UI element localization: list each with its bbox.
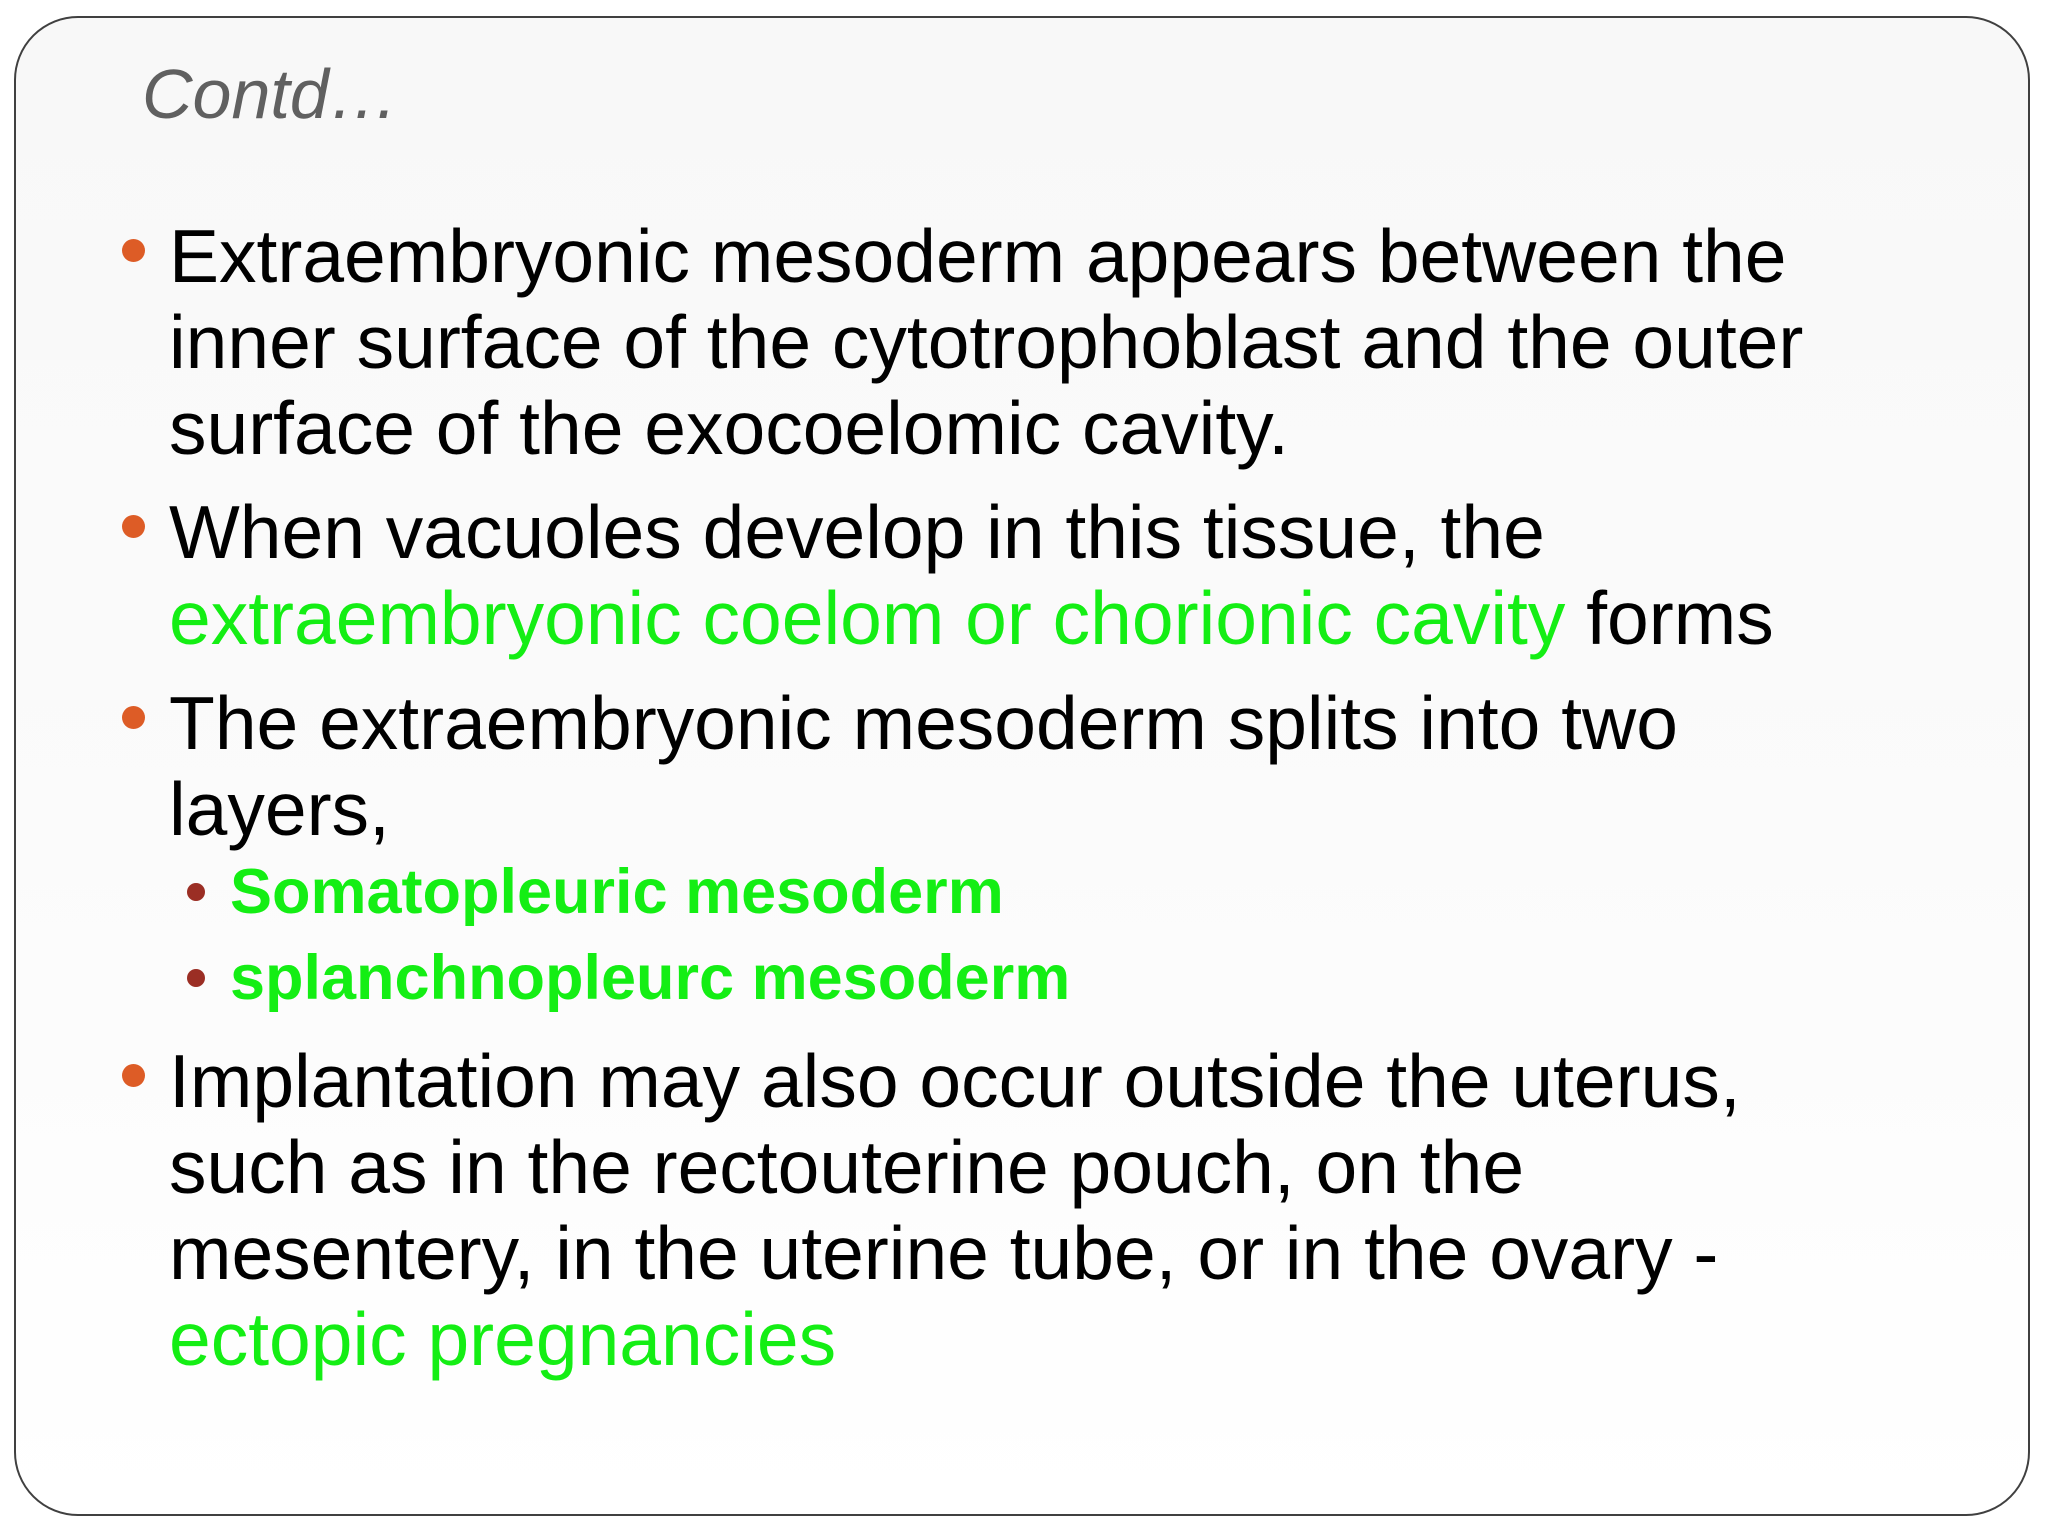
bullet-dot — [122, 706, 145, 729]
sub-bullet-dot — [187, 969, 205, 987]
bullet-2-text-after: forms — [1565, 576, 1774, 660]
bullet-1-text: Extraembryonic mesoderm appears between the inner surface of the cytotrophoblast and the outer surface of the exocoelomic cavity. — [169, 214, 1804, 470]
sub-bullet-dot — [187, 883, 205, 901]
sub-bullet-2-text: splanchnopleurc mesoderm — [230, 943, 1071, 1013]
sub-bullet-1-text: Somatopleuric mesoderm — [230, 857, 1004, 927]
slide-title: Contd… — [142, 55, 399, 133]
bullet-2-text-before: When vacuoles develop in this tissue, the — [169, 490, 1545, 574]
bullet-4-text-before: Implantation may also occur outside the uterus, such as in the rectouterine pouch, on the mesentery, in the uterine tube, or in the ovary - — [169, 1039, 1741, 1295]
bullet-4-text — [169, 1038, 1909, 1382]
bullet-2-highlight: extraembryonic coelom or chorionic cavity — [169, 576, 1566, 660]
slide-frame — [14, 16, 2030, 1516]
bullet-3-text: The extraembryonic mesoderm splits into two layers, — [169, 681, 1678, 851]
bullet-dot — [122, 1064, 145, 1087]
bullet-dot — [122, 239, 145, 262]
bullet-dot — [122, 515, 145, 538]
bullet-2-text — [169, 489, 1929, 661]
bullet-4-highlight: ectopic pregnancies — [169, 1297, 837, 1381]
